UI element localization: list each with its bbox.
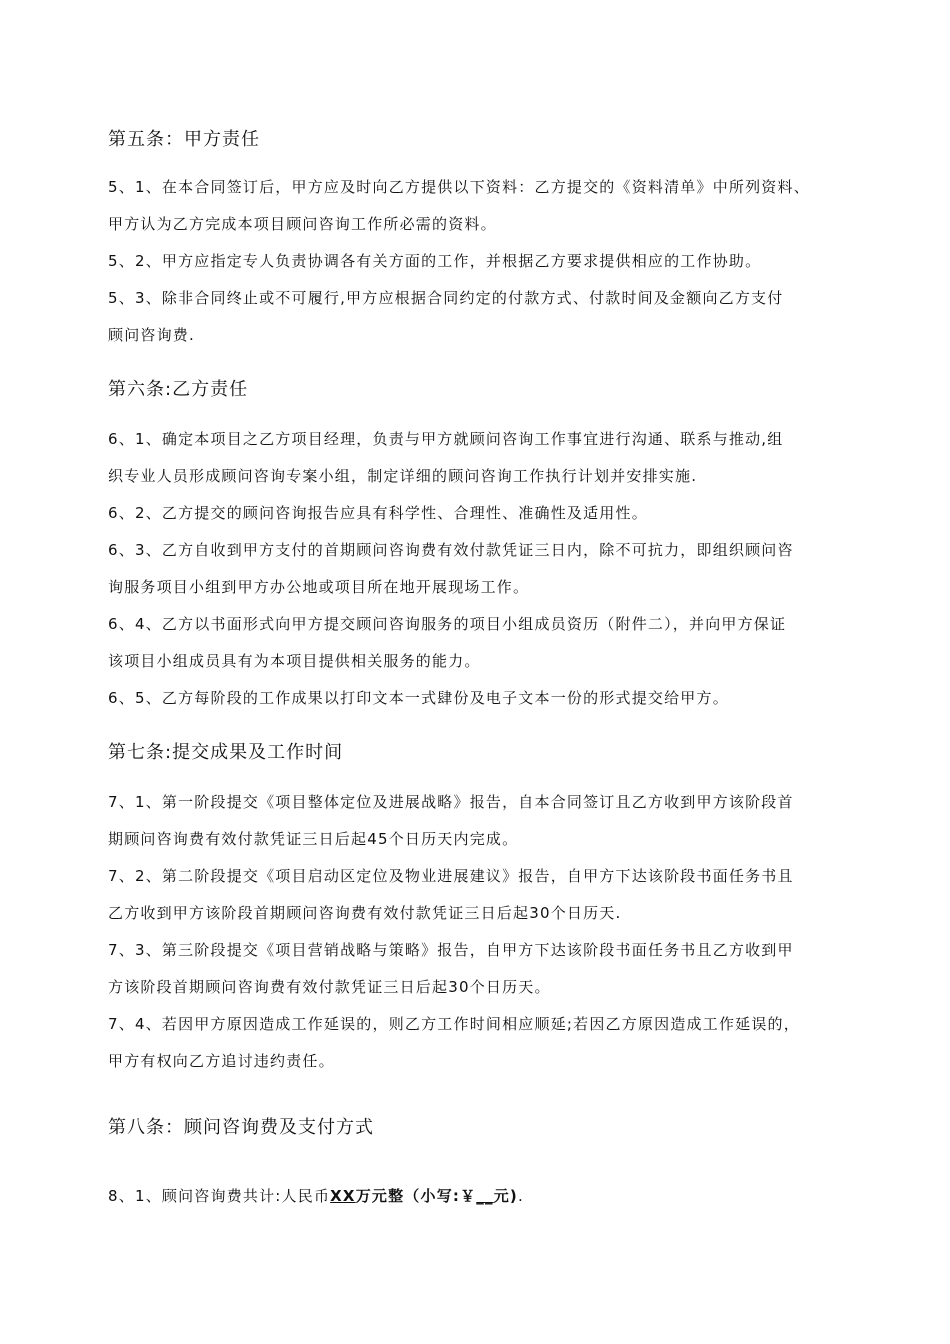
fee-small-value: __: [476, 1187, 494, 1205]
section-7-line-6: 方该阶段首期顾问咨询费有效付款凭证三日后起30个日历天。: [108, 978, 551, 996]
section-6-line-3: 6、2、乙方提交的顾问咨询报告应具有科学性、合理性、准确性及适用性。: [108, 504, 648, 522]
section-6-line-1: 6、1、确定本项目之乙方项目经理，负责与甲方就顾问咨询工作事宜进行沟通、联系与推动,组: [108, 430, 784, 448]
fee-small-open: （小写:￥: [404, 1187, 477, 1205]
fee-suffix: .: [517, 1187, 524, 1205]
fee-line: [108, 1185, 524, 1207]
section-7-line-4: 乙方收到甲方该阶段首期顾问咨询费有效付款凭证三日后起30个日历天.: [108, 904, 622, 922]
section-6-line-2: 织专业人员形成顾问咨询专案小组，制定详细的顾问咨询工作执行计划并安排实施.: [108, 467, 698, 485]
section-7-line-7: 7、4、若因甲方原因造成工作延误的，则乙方工作时间相应顺延;若因乙方原因造成工作延误的，: [108, 1015, 800, 1033]
section-6-line-4: 6、3、乙方自收到甲方支付的首期顾问咨询费有效付款凭证三日内，除不可抗力，即组织顾问咨: [108, 541, 794, 559]
section-7-heading: 第七条:提交成果及工作时间: [108, 742, 344, 763]
fee-unit: 万元整: [355, 1187, 405, 1205]
fee-amount: XX: [330, 1187, 356, 1205]
fee-small-close: 元): [493, 1187, 518, 1205]
section-7-line-2: 期顾问咨询费有效付款凭证三日后起45个日历天内完成。: [108, 830, 519, 848]
section-5-line-2: 甲方认为乙方完成本项目顾问咨询工作所必需的资料。: [108, 215, 497, 233]
section-6-line-8: 6、5、乙方每阶段的工作成果以打印文本一式肆份及电子文本一份的形式提交给甲方。: [108, 689, 729, 707]
section-8-heading: 第八条：顾问咨询费及支付方式: [108, 1117, 374, 1138]
section-7-line-1: 7、1、第一阶段提交《项目整体定位及进展战略》报告，自本合同签订且乙方收到甲方该阶段首: [108, 793, 794, 811]
section-6-line-7: 该项目小组成员具有为本项目提供相关服务的能力。: [108, 652, 481, 670]
fee-prefix: 8、1、顾问咨询费共计:人民币: [108, 1187, 331, 1205]
section-5-line-3: 5、2、甲方应指定专人负责协调各有关方面的工作，并根据乙方要求提供相应的工作协助。: [108, 252, 762, 270]
section-6-line-6: 6、4、乙方以书面形式向甲方提交顾问咨询服务的项目小组成员资历（附件二），并向甲方保证: [108, 615, 787, 633]
section-7-line-3: 7、2、第二阶段提交《项目启动区定位及物业进展建议》报告，自甲方下达该阶段书面任务书且: [108, 867, 794, 885]
section-5-line-4: 5、3、除非合同终止或不可履行,甲方应根据合同约定的付款方式、付款时间及金额向乙方支付: [108, 289, 784, 307]
section-5-heading: 第五条：甲方责任: [108, 129, 260, 150]
section-7-line-8: 甲方有权向乙方追讨违约责任。: [108, 1052, 335, 1070]
section-6-heading: 第六条:乙方责任: [108, 379, 249, 400]
section-6-line-5: 询服务项目小组到甲方办公地或项目所在地开展现场工作。: [108, 578, 530, 596]
section-7-line-5: 7、3、第三阶段提交《项目营销战略与策略》报告，自甲方下达该阶段书面任务书且乙方收到甲: [108, 941, 794, 959]
section-5-line-5: 顾问咨询费.: [108, 326, 195, 344]
section-5-line-1: 5、1、在本合同签订后，甲方应及时向乙方提供以下资料：乙方提交的《资料清单》中所列资料、: [108, 178, 810, 196]
